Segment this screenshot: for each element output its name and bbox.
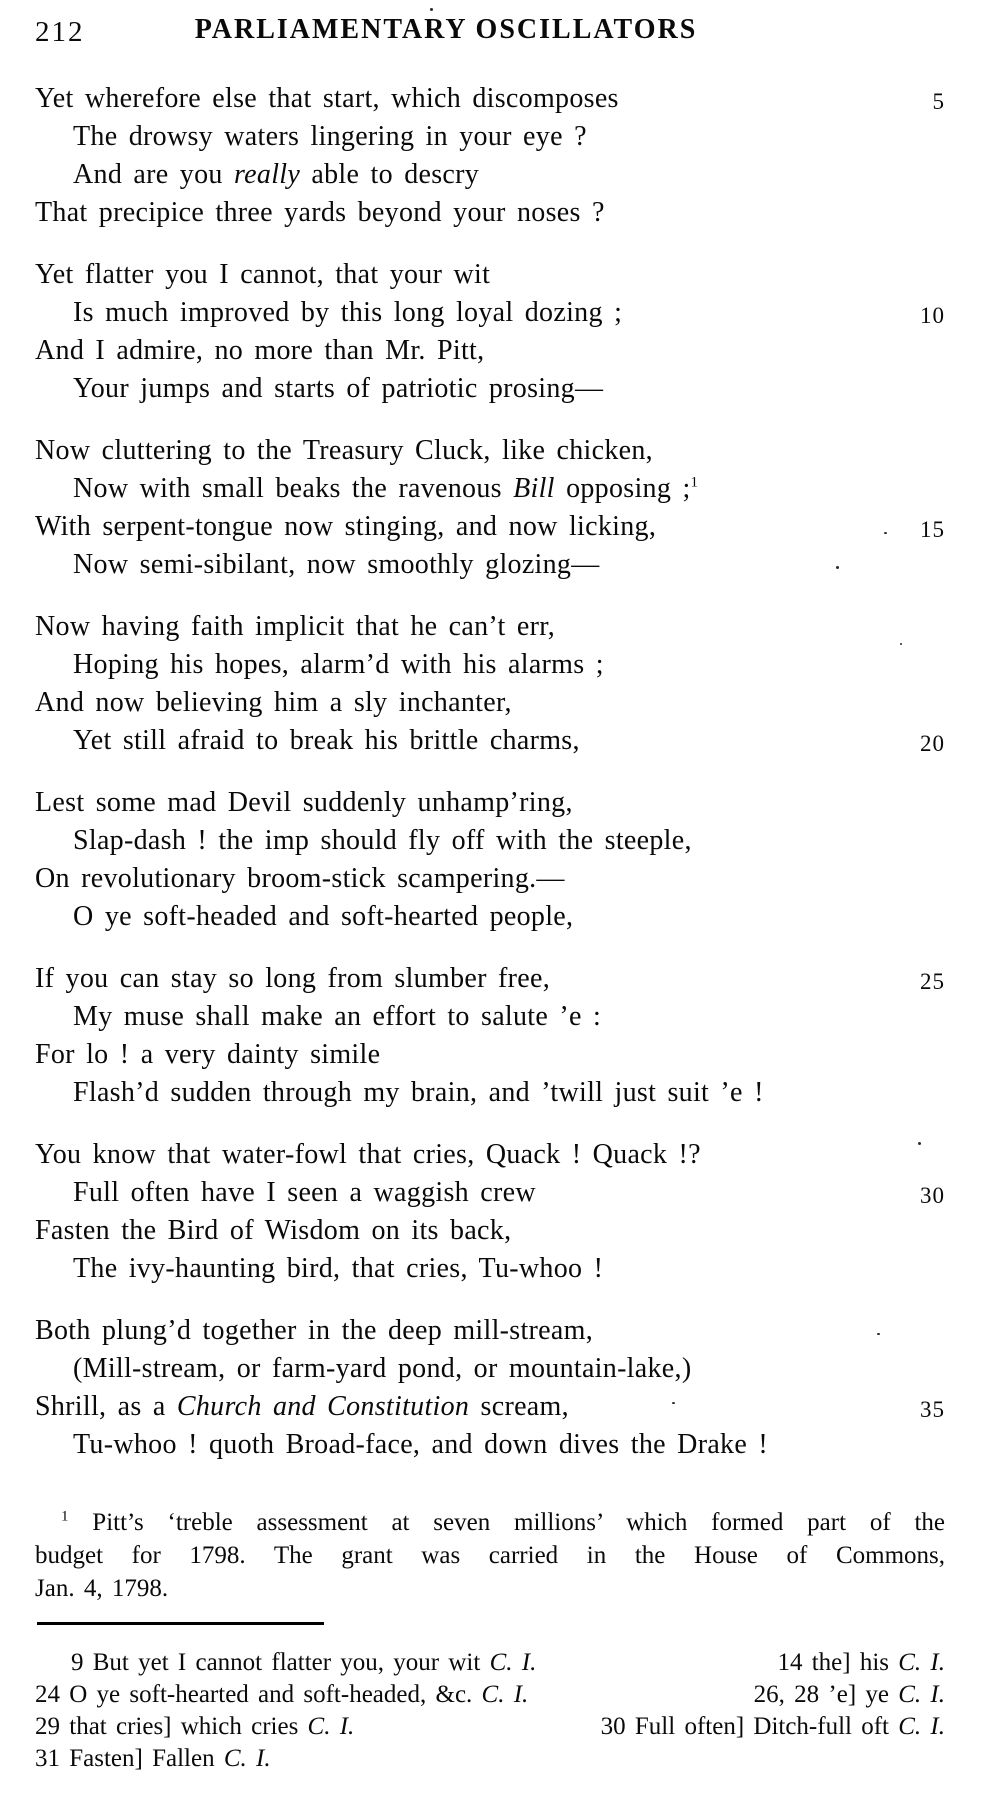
footnote-divider-rule — [37, 1622, 324, 1625]
text-segment: really — [234, 159, 301, 190]
stanza — [0, 784, 1000, 936]
apparatus-row — [35, 1679, 945, 1711]
poem-line-text — [35, 435, 653, 466]
poem-line-text — [73, 549, 600, 580]
stanza — [0, 960, 1000, 1112]
page-title: PARLIAMENTARY OSCILLATORS — [194, 14, 698, 45]
footnote-line — [35, 1506, 945, 1539]
text-segment: Now with small beaks the ravenous — [73, 473, 514, 504]
poem-line — [0, 1388, 1000, 1426]
poem-line — [0, 1350, 1000, 1388]
poem-line-text — [35, 1039, 380, 1070]
line-number: 20 — [920, 731, 945, 756]
text-segment: C. I. — [481, 1681, 529, 1708]
text-segment: The drowsy waters lingering in your eye ? — [73, 121, 587, 152]
text-segment: Shrill, as a — [35, 1391, 177, 1422]
poem-line-text — [35, 335, 484, 366]
scan-speck — [877, 1333, 880, 1335]
poem-line-text — [35, 963, 550, 994]
text-segment: Full often have I seen a waggish crew — [73, 1177, 536, 1208]
poem-line-text — [35, 863, 565, 894]
line-number: 15 — [920, 517, 945, 542]
text-segment: 24 O ye soft-hearted and soft-headed, &c. — [35, 1681, 482, 1708]
poem-line — [0, 1426, 1000, 1464]
poem-line — [0, 608, 1000, 646]
poem-line — [0, 370, 1000, 408]
poem-line-text — [35, 787, 573, 818]
poem-line-text — [35, 1391, 569, 1422]
text-segment: able to descry — [300, 159, 480, 190]
text-segment: Hoping his hopes, alarm’d with his alarms ; — [73, 649, 604, 680]
poem-line-text — [35, 83, 619, 114]
text-segment: C. I. — [898, 1713, 945, 1740]
poem-line-text — [35, 611, 555, 642]
line-number: 25 — [920, 969, 945, 994]
text-segment: budget for 1798. The grant was carried in the House of Commons, — [35, 1542, 945, 1569]
apparatus-row — [35, 1647, 945, 1679]
poem-line — [0, 822, 1000, 860]
text-segment: 14 the] his — [777, 1649, 899, 1676]
poem-line-text — [73, 649, 604, 680]
text-segment: And now believing him a sly inchanter, — [35, 687, 512, 718]
poem-line — [0, 898, 1000, 936]
poem-line — [0, 256, 1000, 294]
scan-speck — [672, 1402, 675, 1404]
line-number: 5 — [932, 89, 945, 114]
scan-speck — [884, 532, 887, 534]
footnote-marker: 1 — [690, 474, 699, 491]
text-segment: The ivy-haunting bird, that cries, Tu-whoo ! — [73, 1253, 604, 1284]
text-segment: Now having faith implicit that he can’t err, — [35, 611, 556, 642]
apparatus-entry — [35, 1743, 271, 1775]
text-segment: Fasten the Bird of Wisdom on its back, — [35, 1215, 512, 1246]
text-segment: 29 that cries] which cries — [35, 1713, 308, 1740]
poem-line-text — [73, 1077, 764, 1108]
text-segment: 30 Full often] Ditch-full oft — [600, 1713, 899, 1740]
poem-line — [0, 546, 1000, 584]
apparatus-entry — [35, 1647, 536, 1679]
text-segment: Bill — [513, 473, 555, 504]
text-segment: For lo ! a very dainty simile — [35, 1039, 381, 1070]
footnote-line — [35, 1572, 945, 1605]
text-segment: Your jumps and starts of patriotic prosing— — [73, 373, 604, 404]
scan-speck — [918, 1142, 921, 1145]
footnote-marker: 1 — [61, 1508, 69, 1525]
apparatus-row — [35, 1743, 945, 1775]
apparatus-entry — [35, 1679, 528, 1711]
poem-line — [0, 1136, 1000, 1174]
poem-line — [0, 118, 1000, 156]
poem-line — [0, 1250, 1000, 1288]
poem-body — [0, 80, 1000, 1464]
text-segment: scream, — [469, 1391, 569, 1422]
apparatus-entry — [777, 1647, 945, 1679]
line-number: 35 — [920, 1397, 945, 1422]
stanza — [0, 1136, 1000, 1288]
stanza — [0, 80, 1000, 232]
poem-line-text — [35, 1139, 701, 1170]
poem-line — [0, 80, 1000, 118]
apparatus-entry — [754, 1679, 945, 1711]
poem-line-text — [35, 1215, 511, 1246]
text-segment: And are you — [73, 159, 235, 190]
poem-line-text — [35, 1315, 593, 1346]
apparatus-row — [35, 1711, 945, 1743]
poem-line — [0, 1174, 1000, 1212]
scan-speck — [836, 566, 839, 569]
poem-line — [0, 194, 1000, 232]
poem-line — [0, 998, 1000, 1036]
text-segment: (Mill-stream, or farm-yard pond, or mountain-lake,) — [73, 1353, 692, 1384]
text-segment: Jan. 4, 1798. — [35, 1575, 169, 1602]
text-segment: Tu-whoo ! quoth Broad-face, and down dives the Drake ! — [73, 1429, 769, 1460]
text-segment: Yet wherefore else that start, which discomposes — [35, 83, 619, 114]
stanza — [0, 608, 1000, 760]
text-segment: Slap-dash ! the imp should fly off with the steeple, — [73, 825, 692, 856]
footnote-line — [35, 1539, 945, 1572]
scan-speck — [900, 643, 902, 645]
poem-line-text — [35, 511, 656, 542]
poem-line — [0, 294, 1000, 332]
text-segment: C. I. — [489, 1649, 537, 1676]
text-segment: Now cluttering to the Treasury Cluck, like chicken, — [35, 435, 653, 466]
poem-line-text — [73, 901, 573, 932]
poem-line — [0, 1036, 1000, 1074]
textual-apparatus — [35, 1647, 945, 1775]
text-segment: C. I. — [898, 1681, 945, 1708]
poem-line-text — [73, 1429, 768, 1460]
text-segment: Yet flatter you I cannot, that your wit — [35, 259, 491, 290]
line-number: 10 — [920, 303, 945, 328]
text-segment: O ye soft-headed and soft-hearted people, — [73, 901, 574, 932]
text-segment: 26, 28 ’e] ye — [753, 1681, 899, 1708]
text-segment: C. I. — [898, 1649, 945, 1676]
text-segment: That precipice three yards beyond your noses ? — [35, 197, 605, 228]
text-segment: And I admire, no more than Mr. Pitt, — [35, 335, 485, 366]
poem-line-text — [73, 725, 580, 756]
text-segment: Yet still afraid to break his brittle charms, — [73, 725, 580, 756]
poem-line — [0, 684, 1000, 722]
poem-line-text — [73, 297, 622, 328]
poem-line — [0, 156, 1000, 194]
poem-line-text — [35, 197, 605, 228]
poem-line — [0, 432, 1000, 470]
text-segment: My muse shall make an effort to salute ’e : — [73, 1001, 602, 1032]
poem-line — [0, 646, 1000, 684]
poem-line-text — [73, 159, 479, 190]
text-segment: Both plung’d together in the deep mill-stream, — [35, 1315, 594, 1346]
poem-line-text — [73, 121, 587, 152]
poem-line-text — [35, 687, 512, 718]
text-segment: Lest some mad Devil suddenly unhamp’ring, — [35, 787, 573, 818]
text-segment: opposing ; — [554, 473, 691, 504]
text-segment: C. I. — [307, 1713, 355, 1740]
poem-line — [0, 332, 1000, 370]
text-segment: Now semi-sibilant, now smoothly glozing— — [73, 549, 600, 580]
stanza — [0, 1312, 1000, 1464]
poem-line-text — [73, 1177, 536, 1208]
poem-line — [0, 860, 1000, 898]
stanza — [0, 432, 1000, 584]
line-number: 30 — [920, 1183, 945, 1208]
poem-line — [0, 508, 1000, 546]
apparatus-entry — [35, 1711, 354, 1743]
poem-line — [0, 784, 1000, 822]
text-segment: Is much improved by this long loyal dozing ; — [73, 297, 623, 328]
poem-line-text — [73, 373, 603, 404]
poem-line-text — [73, 1001, 601, 1032]
text-segment: On revolutionary broom-stick scampering.— — [35, 863, 565, 894]
text-segment: 9 But yet I cannot flatter you, your wit — [71, 1649, 490, 1676]
running-head — [0, 0, 1000, 64]
text-segment: Pitt’s ‘treble assessment at seven millions’ which formed part of the — [68, 1509, 945, 1536]
text-segment: 31 Fasten] Fallen — [35, 1745, 224, 1772]
stanza — [0, 256, 1000, 408]
poem-line-text — [73, 473, 698, 504]
apparatus-entry — [601, 1711, 945, 1743]
text-segment: With serpent-tongue now stinging, and now licking, — [35, 511, 657, 542]
poem-line — [0, 1312, 1000, 1350]
scan-speck — [430, 8, 433, 11]
poem-line — [0, 1074, 1000, 1112]
text-segment: C. I. — [223, 1745, 271, 1772]
poem-line-text — [73, 1353, 691, 1384]
poem-line — [0, 1212, 1000, 1250]
text-segment: You know that water-fowl that cries, Quack ! Quack !? — [35, 1139, 701, 1170]
poem-line-text — [73, 1253, 603, 1284]
text-segment: Flash’d sudden through my brain, and ’twill just suit ’e ! — [73, 1077, 764, 1108]
poem-line — [0, 470, 1000, 508]
poem-line-text — [73, 825, 692, 856]
footnote — [35, 1506, 945, 1605]
poem-line — [0, 960, 1000, 998]
poem-line-text — [35, 259, 490, 290]
text-segment: Church and Constitution — [176, 1391, 470, 1422]
poem-line — [0, 722, 1000, 760]
page-number: 212 — [35, 16, 85, 48]
text-segment: If you can stay so long from slumber free, — [35, 963, 551, 994]
